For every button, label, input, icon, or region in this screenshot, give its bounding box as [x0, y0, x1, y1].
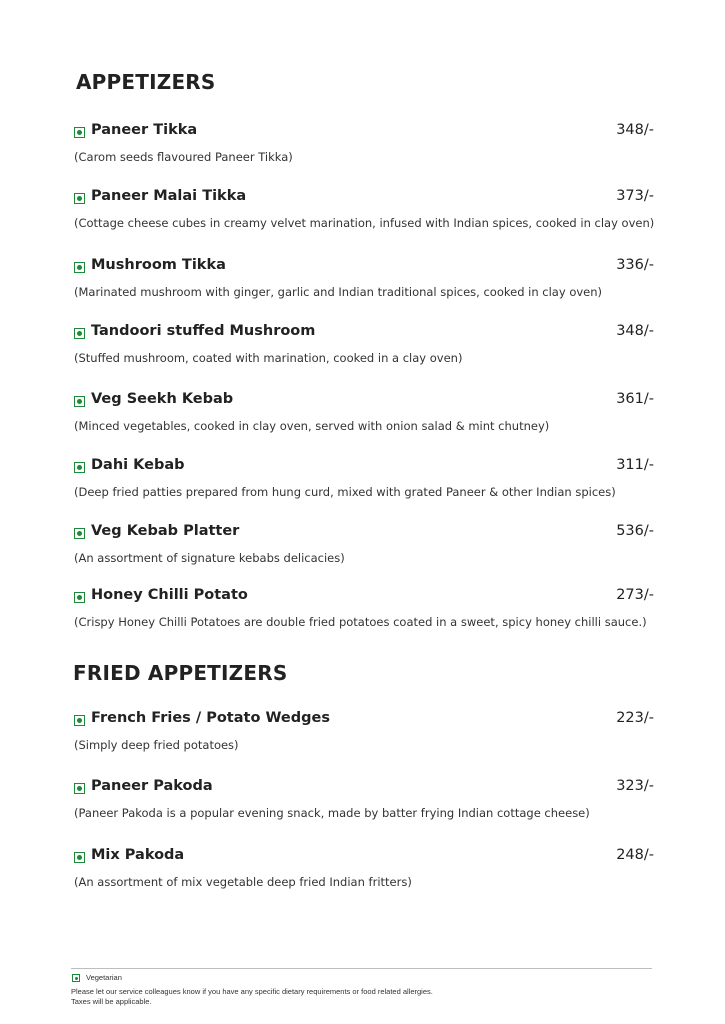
- item-price: 248/-: [616, 847, 654, 863]
- item-name: Honey Chilli Potato: [91, 587, 248, 603]
- item-name: Mix Pakoda: [91, 847, 185, 863]
- item-description: (Crispy Honey Chilli Potatoes are double fried potatoes coated in a sweet, spicy honey chilli sauce.): [74, 615, 647, 629]
- menu-item-mix-pakoda: [74, 847, 654, 889]
- veg-indicator-icon: [74, 193, 85, 204]
- item-description: (Minced vegetables, cooked in clay oven, served with onion salad & mint chutney): [74, 419, 550, 433]
- item-description: (Marinated mushroom with ginger, garlic and Indian traditional spices, cooked in clay oven): [74, 285, 603, 299]
- menu-item-veg-kebab-platter: [74, 523, 654, 565]
- item-name: Mushroom Tikka: [91, 257, 226, 273]
- veg-indicator-icon: [74, 852, 85, 863]
- menu-item-paneer-tikka: [74, 122, 654, 164]
- item-description: (Stuffed mushroom, coated with marination, cooked in a clay oven): [74, 351, 463, 365]
- section-title-fried-appetizers: FRIED APPETIZERS: [73, 661, 288, 685]
- item-description: (Deep fried patties prepared from hung curd, mixed with grated Paneer & other Indian spices): [74, 485, 616, 499]
- item-price: 373/-: [616, 188, 654, 204]
- item-name: Paneer Malai Tikka: [91, 188, 247, 204]
- item-name: Paneer Pakoda: [91, 778, 213, 794]
- footer-divider: [71, 968, 652, 969]
- veg-indicator-icon: [74, 715, 85, 726]
- item-description: (Carom seeds flavoured Paneer Tikka): [74, 150, 293, 164]
- item-description: (Paneer Pakoda is a popular evening snack, made by batter frying Indian cottage cheese): [74, 806, 590, 820]
- menu-item-mushroom-tikka: [74, 257, 654, 299]
- item-name: Paneer Tikka: [91, 122, 198, 138]
- footer-note: Please let our service colleagues know if you have any specific dietary requirements or food related allergies. Taxes will be applicable.: [71, 987, 433, 1006]
- veg-indicator-icon: [74, 127, 85, 138]
- veg-indicator-icon: [74, 262, 85, 273]
- section-title-appetizers: APPETIZERS: [76, 70, 216, 94]
- item-price: 223/-: [616, 710, 654, 726]
- item-description: (Cottage cheese cubes in creamy velvet marination, infused with Indian spices, cooked in clay oven): [74, 216, 655, 230]
- menu-item-tandoori-stuffed-mushroom: [74, 323, 654, 365]
- item-price: 273/-: [616, 587, 654, 603]
- item-price: 323/-: [616, 778, 654, 794]
- menu-item-honey-chilli-potato: [74, 587, 654, 629]
- item-price: 311/-: [616, 457, 654, 473]
- item-name: Dahi Kebab: [91, 457, 185, 473]
- veg-indicator-icon: [74, 592, 85, 603]
- veg-indicator-icon: [74, 783, 85, 794]
- item-name: French Fries / Potato Wedges: [91, 710, 330, 726]
- veg-indicator-icon: [72, 974, 80, 982]
- item-description: (Simply deep fried potatoes): [74, 738, 239, 752]
- veg-indicator-icon: [74, 528, 85, 539]
- menu-item-paneer-pakoda: [74, 778, 654, 820]
- item-price: 536/-: [616, 523, 654, 539]
- legend-label: Vegetarian: [86, 973, 122, 982]
- item-description: (An assortment of mix vegetable deep fried Indian fritters): [74, 875, 412, 889]
- menu-item-veg-seekh-kebab: [74, 391, 654, 433]
- veg-indicator-icon: [74, 462, 85, 473]
- item-price: 336/-: [616, 257, 654, 273]
- item-name: Veg Seekh Kebab: [91, 391, 234, 407]
- item-price: 361/-: [616, 391, 654, 407]
- item-price: 348/-: [616, 122, 654, 138]
- menu-item-dahi-kebab: [74, 457, 654, 499]
- veg-indicator-icon: [74, 328, 85, 339]
- menu-item-french-fries: [74, 710, 654, 752]
- item-name: Tandoori stuffed Mushroom: [91, 323, 316, 339]
- item-price: 348/-: [616, 323, 654, 339]
- item-name: Veg Kebab Platter: [91, 523, 240, 539]
- item-description: (An assortment of signature kebabs delicacies): [74, 551, 345, 565]
- menu-item-paneer-malai-tikka: [74, 188, 655, 230]
- veg-indicator-icon: [74, 396, 85, 407]
